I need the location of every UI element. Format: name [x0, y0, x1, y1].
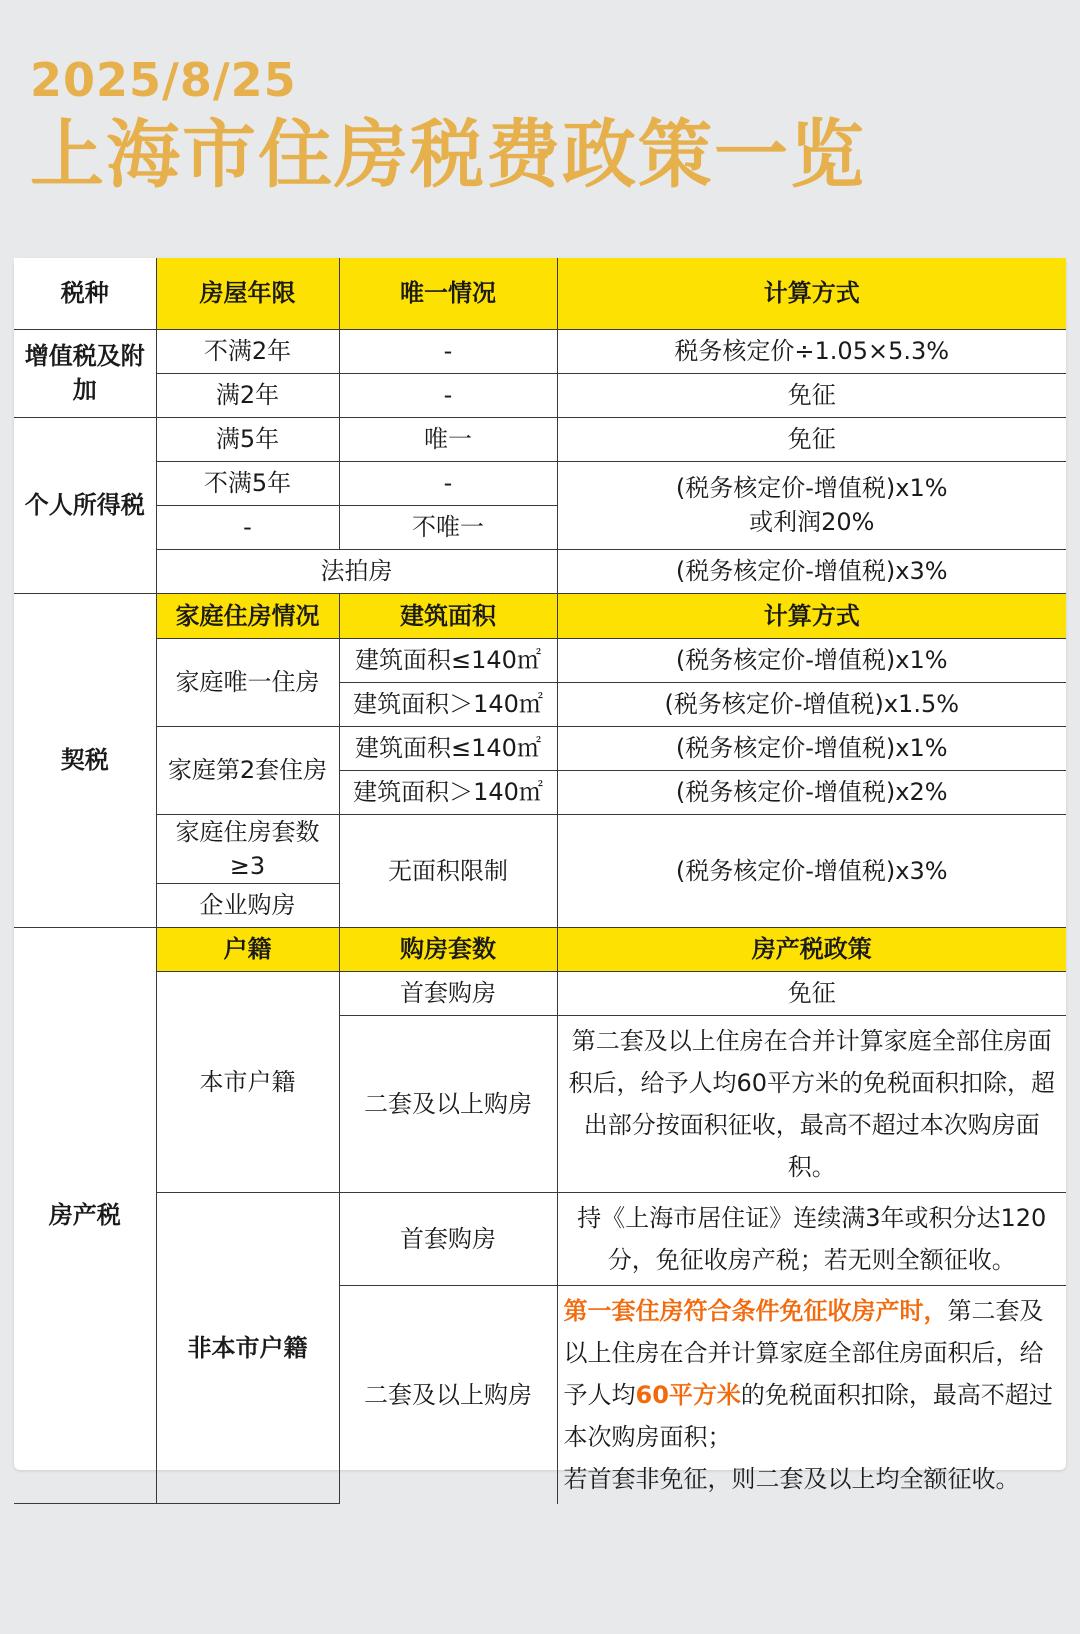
- pit-label: 个人所得税: [14, 417, 156, 593]
- page-title: 上海市住房税费政策一览: [30, 112, 866, 198]
- vat-years-2: 满2年: [156, 373, 339, 417]
- property-nonlocal-first: 首套购房: [339, 1192, 557, 1285]
- property-local-label: 本市户籍: [156, 971, 339, 1192]
- table-row: [14, 373, 1066, 417]
- property-local-first: 首套购房: [339, 971, 557, 1015]
- deed-g2-area-2: 建筑面积＞140㎡: [339, 770, 557, 814]
- property-label: 房产税: [14, 927, 156, 1504]
- date-label: 2025/8/25: [30, 53, 297, 107]
- property-nonlocal-second: 二套及以上购房: [339, 1285, 557, 1504]
- property-nonlocal-second-policy: [557, 1285, 1066, 1504]
- table-row: [14, 417, 1066, 461]
- page-header: [30, 52, 866, 200]
- policy-text-2: 的免税面积扣除，最高不超过本次购房面积；: [563, 1380, 1053, 1451]
- deed-g2-label: 家庭第2套住房: [156, 726, 339, 814]
- pit-unique-2: -: [339, 461, 557, 505]
- deed-g1-label: 家庭唯一住房: [156, 638, 339, 726]
- table-header-row: [14, 258, 1066, 329]
- pit-auction-label: 法拍房: [156, 549, 557, 593]
- pit-years-1: 满5年: [156, 417, 339, 461]
- vat-calc-1: 税务核定价÷1.05×5.3%: [557, 329, 1066, 373]
- deed-g3-area: 无面积限制: [339, 814, 557, 927]
- table-row: [14, 1192, 1066, 1285]
- deed-header-household: 家庭住房情况: [156, 593, 339, 638]
- deed-label: 契税: [14, 593, 156, 927]
- header-tax-type: 税种: [14, 258, 156, 329]
- deed-g3-label-1: 家庭住房套数≥3: [156, 814, 339, 883]
- pit-unique-1: 唯一: [339, 417, 557, 461]
- deed-g1-area-2: 建筑面积＞140㎡: [339, 682, 557, 726]
- table-row: [14, 549, 1066, 593]
- deed-g1-calc-2: (税务核定价-增值税)x1.5%: [557, 682, 1066, 726]
- deed-g2-calc-1: (税务核定价-增值税)x1%: [557, 726, 1066, 770]
- table-subheader-row: [14, 927, 1066, 971]
- table-row: [14, 461, 1066, 505]
- property-local-first-policy: 免征: [557, 971, 1066, 1015]
- tax-policy-table: [14, 258, 1066, 1504]
- vat-unique-1: -: [339, 329, 557, 373]
- deed-header-area: 建筑面积: [339, 593, 557, 638]
- policy-highlight-2: 60平方米: [635, 1380, 741, 1409]
- table-row: [14, 726, 1066, 770]
- property-nonlocal-label: 非本市户籍: [156, 1192, 339, 1504]
- deed-g3-label-2: 企业购房: [156, 883, 339, 927]
- policy-text-1: 第二套及以上住房在合并计算家庭全部住房面积后，给予人均: [563, 1296, 1044, 1409]
- deed-g3-calc: (税务核定价-增值税)x3%: [557, 814, 1066, 927]
- pit-calc-2-line2: 或利润20%: [749, 508, 875, 536]
- policy-text-3: 若首套非免征，则二套及以上均全额征收。: [563, 1464, 1020, 1493]
- property-nonlocal-first-policy: 持《上海市居住证》连续满3年或积分达120分，免征收房产税；若无则全额征收。: [557, 1192, 1066, 1285]
- pit-calc-1: 免征: [557, 417, 1066, 461]
- vat-years-1: 不满2年: [156, 329, 339, 373]
- pit-calc-2-line1: (税务核定价-增值税)x1%: [675, 474, 948, 502]
- policy-highlight-1: 第一套住房符合条件免征收房产时，: [563, 1296, 948, 1325]
- table-row: [14, 814, 1066, 883]
- table-subheader-row: [14, 593, 1066, 638]
- table-row: [14, 638, 1066, 682]
- tax-table-card: [14, 258, 1066, 1493]
- table-row: [14, 329, 1066, 373]
- pit-years-3: -: [156, 505, 339, 549]
- property-local-second-policy: 第二套及以上住房在合并计算家庭全部住房面积后，给予人均60平方米的免税面积扣除，超出部分按面积征收，最高不超过本次购房面积。: [557, 1015, 1066, 1192]
- pit-calc-2: [557, 461, 1066, 549]
- header-unique: 唯一情况: [339, 258, 557, 329]
- deed-g1-calc-1: (税务核定价-增值税)x1%: [557, 638, 1066, 682]
- header-years: 房屋年限: [156, 258, 339, 329]
- property-local-second: 二套及以上购房: [339, 1015, 557, 1192]
- deed-header-calc: 计算方式: [557, 593, 1066, 638]
- table-row: [14, 971, 1066, 1015]
- vat-label: 增值税及附加: [14, 329, 156, 417]
- deed-g2-calc-2: (税务核定价-增值税)x2%: [557, 770, 1066, 814]
- property-header-hukou: 户籍: [156, 927, 339, 971]
- pit-unique-3: 不唯一: [339, 505, 557, 549]
- pit-years-2: 不满5年: [156, 461, 339, 505]
- vat-calc-2: 免征: [557, 373, 1066, 417]
- property-header-count: 购房套数: [339, 927, 557, 971]
- deed-g1-area-1: 建筑面积≤140㎡: [339, 638, 557, 682]
- property-header-policy: 房产税政策: [557, 927, 1066, 971]
- vat-unique-2: -: [339, 373, 557, 417]
- deed-g2-area-1: 建筑面积≤140㎡: [339, 726, 557, 770]
- header-calc: 计算方式: [557, 258, 1066, 329]
- pit-auction-calc: (税务核定价-增值税)x3%: [557, 549, 1066, 593]
